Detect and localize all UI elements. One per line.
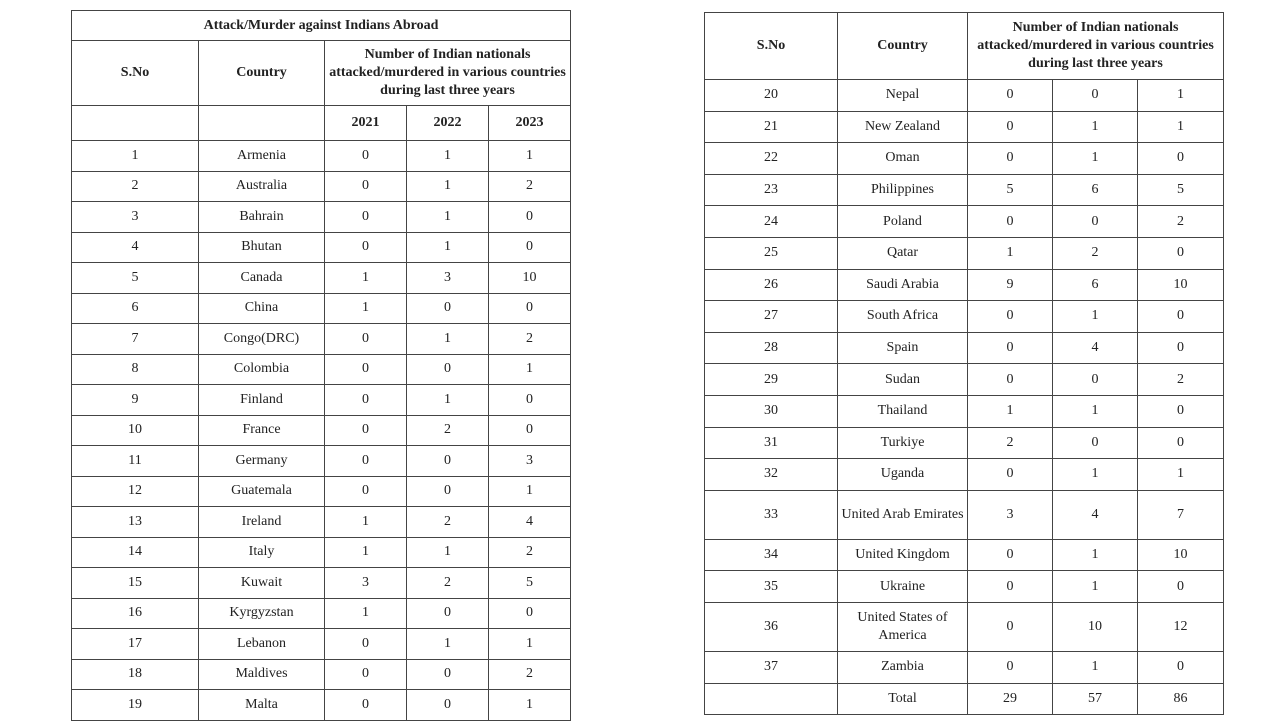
table-row: [705, 111, 1224, 143]
row-value-2022: 0: [1053, 364, 1138, 396]
row-value-2021: 0: [968, 301, 1053, 333]
table-row: [705, 651, 1224, 683]
row-sno: 30: [705, 395, 838, 427]
table-row: [72, 293, 571, 324]
row-country: Philippines: [838, 174, 968, 206]
row-value-2023: 1: [489, 354, 571, 385]
row-value-2021: 0: [968, 80, 1053, 112]
table-row: [705, 571, 1224, 603]
table-row: [705, 459, 1224, 491]
row-value-2023: 0: [489, 415, 571, 446]
row-value-2021: 0: [968, 539, 1053, 571]
row-value-2021: 1: [325, 537, 407, 568]
table-row: [705, 301, 1224, 333]
table-row: [72, 568, 571, 599]
row-value-2022: 4: [1053, 490, 1138, 539]
row-country: Kuwait: [199, 568, 325, 599]
row-value-2021: 1: [325, 507, 407, 538]
header-number: Number of Indian nationals attacked/murdered in various countries during last three years: [968, 13, 1224, 80]
row-value-2022: 1: [407, 141, 489, 172]
row-country: Ukraine: [838, 571, 968, 603]
row-value-2023: 0: [1138, 332, 1224, 364]
table-row: [705, 332, 1224, 364]
row-value-2023: 5: [1138, 174, 1224, 206]
row-country: Bhutan: [199, 232, 325, 263]
row-value-2023: 1: [1138, 80, 1224, 112]
row-value-2023: 0: [1138, 143, 1224, 175]
row-value-2023: 3: [489, 446, 571, 477]
row-value-2023: 0: [1138, 571, 1224, 603]
row-sno: 5: [72, 263, 199, 294]
row-value-2021: 0: [325, 202, 407, 233]
row-country: New Zealand: [838, 111, 968, 143]
right-data-table: [704, 12, 1224, 715]
row-sno: 20: [705, 80, 838, 112]
table-row: [72, 659, 571, 690]
table-title: Attack/Murder against Indians Abroad: [72, 11, 571, 41]
header-sno: S.No: [705, 13, 838, 80]
row-value-2021: 0: [325, 141, 407, 172]
row-value-2022: 2: [407, 415, 489, 446]
row-value-2022: 10: [1053, 602, 1138, 651]
row-value-2021: 0: [968, 602, 1053, 651]
row-sno: 36: [705, 602, 838, 651]
row-value-2023: 0: [489, 385, 571, 416]
row-sno: 22: [705, 143, 838, 175]
row-value-2023: 10: [489, 263, 571, 294]
row-value-2023: 12: [1138, 602, 1224, 651]
header-country: Country: [199, 41, 325, 106]
row-value-2022: 2: [407, 568, 489, 599]
row-value-2023: 7: [1138, 490, 1224, 539]
row-sno: 18: [72, 659, 199, 690]
row-sno: 14: [72, 537, 199, 568]
row-country: Zambia: [838, 651, 968, 683]
header-sno: S.No: [72, 41, 199, 106]
row-country: Germany: [199, 446, 325, 477]
row-value-2021: 0: [325, 476, 407, 507]
row-value-2023: 0: [1138, 237, 1224, 269]
row-sno: 37: [705, 651, 838, 683]
table-row: [705, 395, 1224, 427]
row-country: Italy: [199, 537, 325, 568]
row-value-2021: 0: [325, 171, 407, 202]
row-country: Congo(DRC): [199, 324, 325, 355]
table-row: [72, 537, 571, 568]
row-value-2022: 1: [1053, 111, 1138, 143]
row-value-2023: 0: [489, 598, 571, 629]
row-value-2021: 0: [325, 324, 407, 355]
row-country: United States of America: [838, 602, 968, 651]
table-row: [705, 80, 1224, 112]
row-country: Turkiye: [838, 427, 968, 459]
total-2021: 29: [968, 683, 1053, 715]
row-sno: 2: [72, 171, 199, 202]
left-data-table: [71, 10, 571, 721]
row-value-2021: 0: [968, 459, 1053, 491]
row-value-2022: 1: [1053, 395, 1138, 427]
row-country: Canada: [199, 263, 325, 294]
row-value-2021: 0: [968, 651, 1053, 683]
row-country: Thailand: [838, 395, 968, 427]
row-sno: 35: [705, 571, 838, 603]
row-sno: 33: [705, 490, 838, 539]
row-value-2021: 0: [325, 629, 407, 660]
row-value-2021: 1: [325, 263, 407, 294]
row-value-2023: 1: [489, 141, 571, 172]
row-value-2021: 1: [325, 293, 407, 324]
row-value-2022: 2: [1053, 237, 1138, 269]
row-value-2022: 2: [407, 507, 489, 538]
total-label: Total: [838, 683, 968, 715]
table-row: [72, 446, 571, 477]
row-value-2022: 1: [1053, 651, 1138, 683]
row-sno: 3: [72, 202, 199, 233]
table-row: [705, 602, 1224, 651]
header-number: Number of Indian nationals attacked/murdered in various countries during last three years: [325, 41, 571, 106]
row-value-2021: 0: [325, 385, 407, 416]
row-value-2021: 0: [325, 232, 407, 263]
table-row: [705, 143, 1224, 175]
row-sno: 28: [705, 332, 838, 364]
row-value-2022: 1: [1053, 301, 1138, 333]
row-country: Oman: [838, 143, 968, 175]
row-country: Armenia: [199, 141, 325, 172]
row-value-2021: 2: [968, 427, 1053, 459]
row-country: United Arab Emirates: [838, 490, 968, 539]
row-value-2022: 0: [407, 354, 489, 385]
row-value-2022: 0: [407, 659, 489, 690]
row-value-2022: 0: [1053, 206, 1138, 238]
row-country: Sudan: [838, 364, 968, 396]
row-value-2021: 0: [325, 659, 407, 690]
row-value-2021: 5: [968, 174, 1053, 206]
row-value-2022: 1: [407, 629, 489, 660]
row-country: South Africa: [838, 301, 968, 333]
table-row: [72, 171, 571, 202]
row-country: Finland: [199, 385, 325, 416]
row-value-2021: 0: [968, 206, 1053, 238]
table-row: [705, 269, 1224, 301]
table-row: [72, 598, 571, 629]
row-country: United Kingdom: [838, 539, 968, 571]
row-sno: 24: [705, 206, 838, 238]
row-country: Kyrgyzstan: [199, 598, 325, 629]
row-value-2022: 1: [1053, 571, 1138, 603]
table-row: [72, 202, 571, 233]
row-sno: 16: [72, 598, 199, 629]
table-row: [705, 206, 1224, 238]
row-value-2023: 2: [489, 324, 571, 355]
row-country: Uganda: [838, 459, 968, 491]
row-country: Colombia: [199, 354, 325, 385]
row-country: Malta: [199, 690, 325, 721]
row-value-2023: 0: [489, 202, 571, 233]
row-value-2022: 1: [407, 232, 489, 263]
table-row: [72, 354, 571, 385]
row-value-2022: 0: [407, 690, 489, 721]
row-value-2022: 6: [1053, 269, 1138, 301]
table-row: [705, 427, 1224, 459]
row-value-2022: 1: [407, 324, 489, 355]
row-country: Lebanon: [199, 629, 325, 660]
row-sno: 21: [705, 111, 838, 143]
row-value-2022: 1: [407, 202, 489, 233]
row-country: Spain: [838, 332, 968, 364]
row-sno: 12: [72, 476, 199, 507]
row-value-2023: 2: [1138, 206, 1224, 238]
row-sno: 27: [705, 301, 838, 333]
table-row: [72, 629, 571, 660]
row-value-2023: 2: [1138, 364, 1224, 396]
header-year-2023: 2023: [489, 106, 571, 141]
row-sno: 4: [72, 232, 199, 263]
row-value-2023: 10: [1138, 269, 1224, 301]
row-value-2021: 0: [325, 446, 407, 477]
row-value-2022: 1: [407, 537, 489, 568]
row-sno: 13: [72, 507, 199, 538]
row-value-2021: 1: [968, 237, 1053, 269]
header-year-2021: 2021: [325, 106, 407, 141]
row-value-2023: 10: [1138, 539, 1224, 571]
total-2022: 57: [1053, 683, 1138, 715]
row-sno: 17: [72, 629, 199, 660]
row-value-2023: 2: [489, 537, 571, 568]
table-row: [72, 141, 571, 172]
row-value-2021: 0: [968, 364, 1053, 396]
row-value-2021: 1: [968, 395, 1053, 427]
row-country: Poland: [838, 206, 968, 238]
row-sno: 29: [705, 364, 838, 396]
row-value-2022: 0: [1053, 427, 1138, 459]
row-value-2023: 1: [1138, 459, 1224, 491]
row-value-2022: 1: [1053, 143, 1138, 175]
row-value-2021: 0: [968, 111, 1053, 143]
row-value-2022: 1: [1053, 539, 1138, 571]
row-value-2022: 1: [407, 385, 489, 416]
row-value-2022: 3: [407, 263, 489, 294]
row-sno: 19: [72, 690, 199, 721]
row-value-2021: 1: [325, 598, 407, 629]
row-country: Australia: [199, 171, 325, 202]
table-row: [705, 174, 1224, 206]
header-year-2022: 2022: [407, 106, 489, 141]
table-row: [72, 507, 571, 538]
table-row: [72, 263, 571, 294]
row-country: Nepal: [838, 80, 968, 112]
table-row: [705, 364, 1224, 396]
row-value-2023: 0: [489, 232, 571, 263]
row-value-2021: 9: [968, 269, 1053, 301]
row-country: Saudi Arabia: [838, 269, 968, 301]
table-row: [72, 476, 571, 507]
header-blank-sno: [72, 106, 199, 141]
row-value-2023: 1: [489, 476, 571, 507]
row-value-2023: 0: [1138, 427, 1224, 459]
row-value-2023: 2: [489, 171, 571, 202]
row-country: Maldives: [199, 659, 325, 690]
row-value-2021: 0: [325, 354, 407, 385]
total-2023: 86: [1138, 683, 1224, 715]
row-country: Guatemala: [199, 476, 325, 507]
row-sno: 7: [72, 324, 199, 355]
row-sno: 15: [72, 568, 199, 599]
row-country: Ireland: [199, 507, 325, 538]
row-value-2022: 0: [407, 446, 489, 477]
row-country: Bahrain: [199, 202, 325, 233]
table-row: [72, 415, 571, 446]
table-row: [72, 385, 571, 416]
row-sno: 34: [705, 539, 838, 571]
row-value-2023: 1: [489, 629, 571, 660]
row-sno: 8: [72, 354, 199, 385]
row-value-2022: 0: [1053, 80, 1138, 112]
row-value-2021: 3: [968, 490, 1053, 539]
row-country: China: [199, 293, 325, 324]
header-country: Country: [838, 13, 968, 80]
row-value-2023: 4: [489, 507, 571, 538]
row-value-2022: 1: [407, 171, 489, 202]
row-value-2023: 0: [1138, 301, 1224, 333]
row-value-2023: 5: [489, 568, 571, 599]
row-sno: 25: [705, 237, 838, 269]
total-row: [705, 683, 1224, 715]
row-value-2021: 0: [968, 332, 1053, 364]
row-sno: 32: [705, 459, 838, 491]
table-row: [72, 324, 571, 355]
row-value-2023: 0: [1138, 395, 1224, 427]
row-country: France: [199, 415, 325, 446]
table-row: [72, 232, 571, 263]
row-value-2021: 3: [325, 568, 407, 599]
row-value-2022: 6: [1053, 174, 1138, 206]
table-row: [705, 237, 1224, 269]
row-value-2023: 0: [1138, 651, 1224, 683]
row-value-2021: 0: [325, 415, 407, 446]
row-value-2023: 1: [489, 690, 571, 721]
row-value-2021: 0: [968, 143, 1053, 175]
row-sno: 26: [705, 269, 838, 301]
row-sno: 6: [72, 293, 199, 324]
row-sno: 1: [72, 141, 199, 172]
row-value-2022: 1: [1053, 459, 1138, 491]
table-row: [72, 690, 571, 721]
row-sno: 11: [72, 446, 199, 477]
row-value-2021: 0: [968, 571, 1053, 603]
row-value-2022: 0: [407, 293, 489, 324]
total-blank-cell: [705, 683, 838, 715]
row-value-2023: 0: [489, 293, 571, 324]
row-sno: 9: [72, 385, 199, 416]
table-row: [705, 539, 1224, 571]
row-sno: 23: [705, 174, 838, 206]
row-sno: 31: [705, 427, 838, 459]
row-value-2022: 0: [407, 476, 489, 507]
row-value-2022: 0: [407, 598, 489, 629]
table-row: [705, 490, 1224, 539]
row-value-2022: 4: [1053, 332, 1138, 364]
header-blank-country: [199, 106, 325, 141]
row-value-2023: 2: [489, 659, 571, 690]
row-sno: 10: [72, 415, 199, 446]
row-value-2021: 0: [325, 690, 407, 721]
row-country: Qatar: [838, 237, 968, 269]
row-value-2023: 1: [1138, 111, 1224, 143]
